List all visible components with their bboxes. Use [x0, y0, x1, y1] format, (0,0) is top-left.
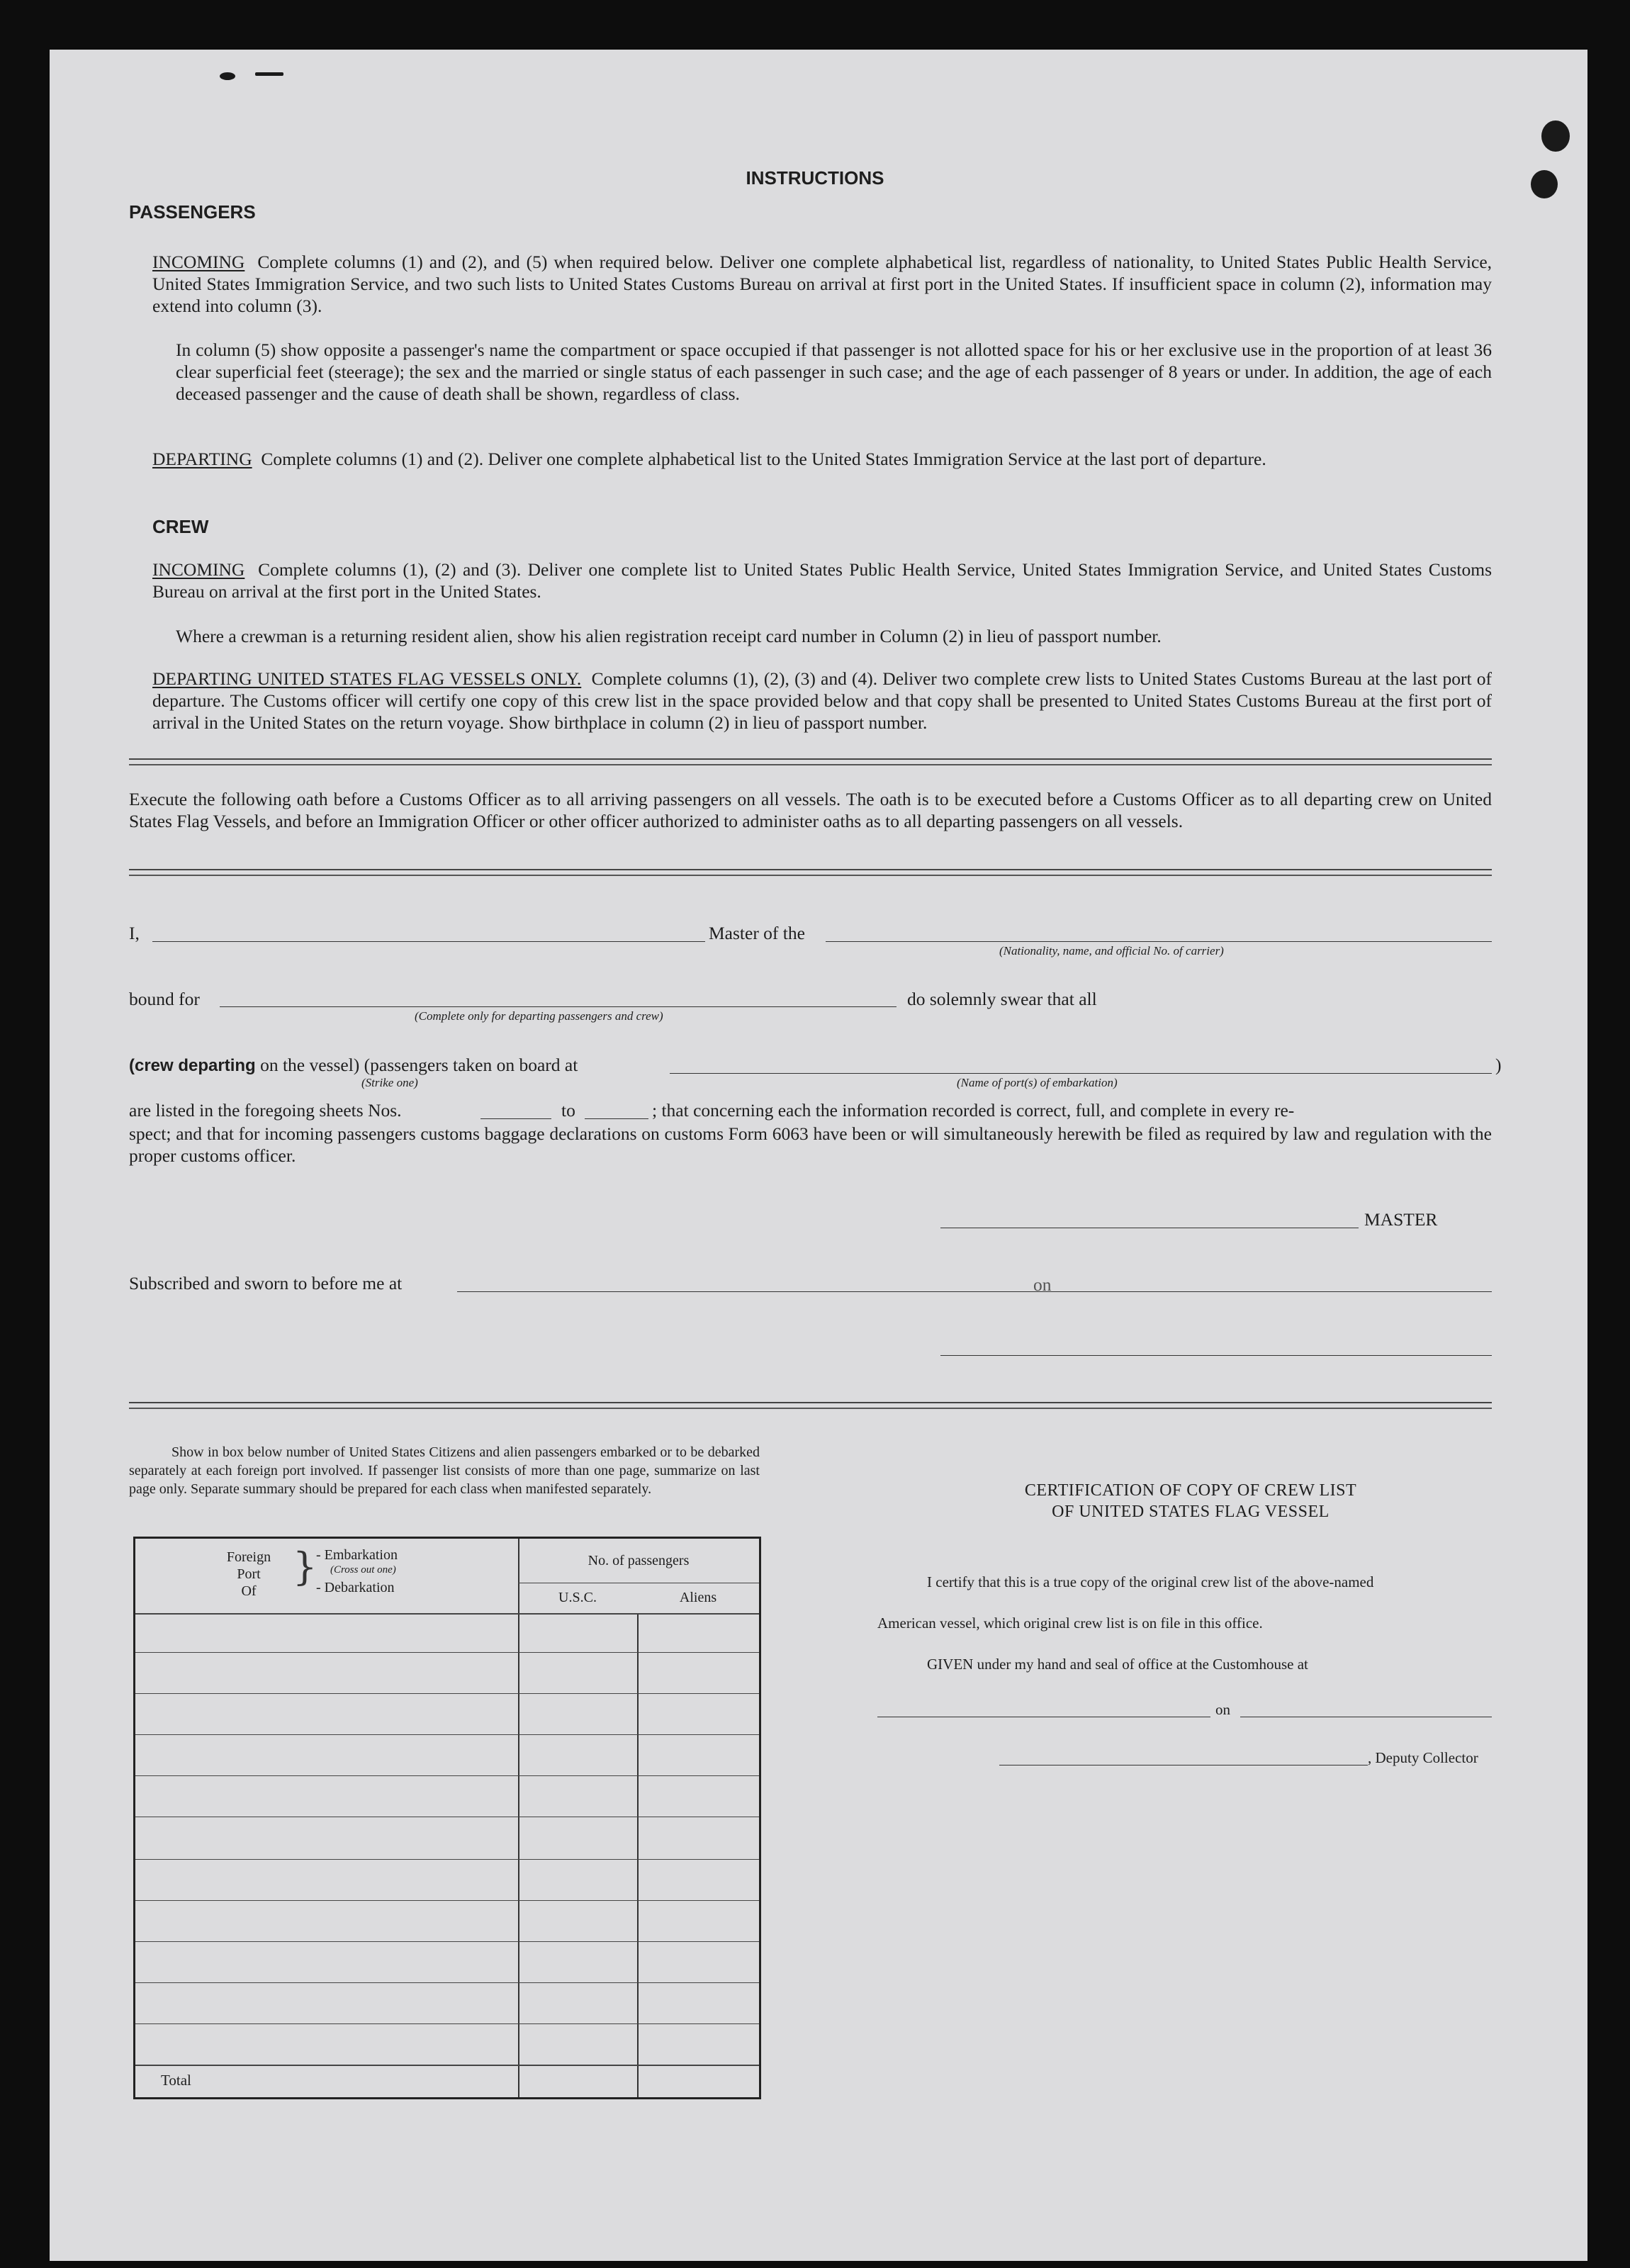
port-of-embarkation-field[interactable] — [670, 1073, 1492, 1074]
ink-blot — [1531, 170, 1558, 198]
carrier-field[interactable] — [826, 941, 1492, 942]
carrier-caption: (Nationality, name, and official No. of carrier) — [999, 944, 1224, 958]
crew-heading: CREW — [152, 516, 209, 537]
bound-for-caption: (Complete only for departing passengers and crew) — [415, 1009, 663, 1023]
to-label: to — [561, 1100, 575, 1121]
embarkation-label[interactable]: - Embarkation — [316, 1547, 398, 1563]
sheet-to-field[interactable] — [585, 1118, 648, 1119]
passengers-departing-paragraph — [152, 448, 1492, 470]
passengers-incoming-paragraph — [152, 251, 1492, 317]
aliens-header: Aliens — [679, 1590, 717, 1605]
sworn-place-field[interactable] — [457, 1291, 1081, 1292]
incoming-label: INCOMING — [152, 252, 245, 272]
column5-paragraph: In column (5) show opposite a passenger's name the compartment or space occupied if that passenger is not allotted space for his or her exclusive use in the proportion of at least 36 clear superficial feet (steerage); the sex and the married or single status of each passenger in such case; and the age of each passenger of 8 years or under. In addition, the age of each deceased passenger and the cause of death shall be shown, regardless of class. — [176, 339, 1492, 404]
close-paren: ) — [1495, 1055, 1502, 1075]
ink-blot — [1541, 120, 1570, 152]
table-divider — [637, 1613, 639, 2097]
crew-departing-text: Complete columns (1), (2), (3) and (4). Deliver two complete crew lists to United States Customs Bureau at the last port of departure. The Customs officer will certify one copy of this crew list in the space provided below and that copy shall be presented to United States Customs Bureau at the first port of arrival in the United States on the return voyage. Show birthplace in column (2) in lieu of passport number. — [152, 668, 1492, 733]
crew-incoming-paragraph — [152, 558, 1492, 602]
officer-signature-field[interactable] — [940, 1355, 1492, 1356]
departing-label: DEPARTING — [152, 449, 252, 469]
table-row[interactable] — [135, 1734, 759, 1735]
table-row[interactable] — [135, 1775, 759, 1776]
form-page — [50, 50, 1587, 2261]
passengers-taken-option[interactable]: (passengers taken on board at — [364, 1055, 578, 1075]
sheet-from-field[interactable] — [480, 1118, 551, 1119]
certification-on-label: on — [1215, 1701, 1230, 1718]
debarkation-label[interactable]: - Debarkation — [316, 1580, 395, 1595]
crew-departing-label: DEPARTING UNITED STATES FLAG VESSELS ONLY. — [152, 668, 582, 689]
crew-passengers-line — [129, 1055, 578, 1076]
given-line: GIVEN under my hand and seal of office at the Customhouse at — [927, 1656, 1308, 1673]
table-header-divider — [135, 1613, 759, 1615]
incoming-text: Complete columns (1) and (2), and (5) when required below. Deliver one complete alphabetical list, regardless of nationality, to United States Public Health Service, United States Immigration Service, and two such lists to United States Customs Bureau on arrival at first port in the United States. If insufficient space in column (2), information may extend into column (3). — [152, 252, 1493, 316]
on-the-vessel: on the vessel) — [260, 1055, 360, 1075]
certify-text: ; that concerning each the information recorded is correct, full, and complete in every re- — [652, 1100, 1295, 1121]
of-text: Of — [241, 1583, 257, 1599]
certification-heading — [900, 1480, 1481, 1522]
sworn-on-label: on — [1033, 1274, 1052, 1295]
total-row-divider — [135, 2065, 759, 2066]
no-of-passengers-header: No. of passengers — [588, 1553, 690, 1568]
port-text: Port — [237, 1566, 261, 1582]
strike-one-caption: (Strike one) — [361, 1076, 418, 1089]
table-row[interactable] — [135, 1859, 759, 1860]
oath-i-label: I, — [129, 923, 140, 943]
table-row[interactable] — [135, 1900, 759, 1901]
swear-text: do solemnly swear that all — [907, 989, 1097, 1009]
certification-heading-line-1: CERTIFICATION OF COPY OF CREW LIST — [1024, 1481, 1357, 1500]
ink-mark — [220, 72, 235, 80]
table-row[interactable] — [135, 2023, 759, 2024]
port-caption: (Name of port(s) of embarkation) — [957, 1076, 1118, 1089]
deputy-collector-label: , Deputy Collector — [1368, 1749, 1478, 1766]
passengers-heading: PASSENGERS — [129, 201, 256, 223]
usc-header: U.S.C. — [558, 1590, 597, 1605]
bottom-divider — [129, 1402, 1492, 1409]
crew-incoming-text: Complete columns (1), (2) and (3). Deliver one complete list to United States Public Health Service, United States Immigration Service, and United States Customs Bureau on arrival at the first port in the United States. — [152, 559, 1493, 602]
total-label: Total — [161, 2072, 191, 2089]
master-label: MASTER — [1364, 1209, 1438, 1230]
bound-for-label: bound for — [129, 989, 200, 1009]
foreign-port-of — [213, 1549, 284, 1600]
section-divider — [129, 758, 1492, 765]
table-row[interactable] — [135, 1693, 759, 1694]
sheets-label: are listed in the foregoing sheets Nos. — [129, 1100, 402, 1121]
resident-alien-paragraph: Where a crewman is a returning resident alien, show his alien registration receipt card number in Column (2) in lieu of passport number. — [176, 626, 1162, 646]
foreign-text: Foreign — [226, 1549, 271, 1565]
passenger-summary-table — [133, 1537, 761, 2099]
table-row[interactable] — [135, 1652, 759, 1653]
certify-line-2: American vessel, which original crew list is on file in this office. — [877, 1615, 1263, 1632]
master-of-the-label: Master of the — [709, 923, 805, 943]
certify-text-continued: spect; and that for incoming passengers customs baggage declarations on customs Form 6063 have been or will simultaneously herewith be filed as required by law and regulation with the proper customs officer. — [129, 1123, 1492, 1166]
oath-divider — [129, 869, 1492, 876]
bound-for-field[interactable] — [220, 1006, 896, 1007]
crew-incoming-label: INCOMING — [152, 559, 245, 580]
certify-line-1: I certify that this is a true copy of the original crew list of the above-named — [927, 1573, 1374, 1590]
departing-text: Complete columns (1) and (2). Deliver one complete alphabetical list to the United States Immigration Service at the last port of departure. — [261, 449, 1266, 469]
subscribed-label: Subscribed and sworn to before me at — [129, 1273, 403, 1293]
table-row[interactable] — [135, 1941, 759, 1942]
master-name-field[interactable] — [152, 941, 705, 942]
crew-departing-paragraph — [152, 668, 1492, 734]
ink-mark — [255, 72, 283, 76]
table-row[interactable] — [135, 1982, 759, 1983]
bracket-icon: } — [293, 1544, 317, 1589]
summary-instructions: Show in box below number of United States Citizens and alien passengers embarked or to be debarked separately at each foreign port involved. If passenger list consists of more than one page, summarize on last page only. Separate summary should be prepared for each class when manifested separately. — [129, 1444, 760, 1497]
certification-heading-line-2: OF UNITED STATES FLAG VESSEL — [1052, 1503, 1330, 1521]
oath-intro-paragraph: Execute the following oath before a Customs Officer as to all arriving passengers on all vessels. The oath is to be executed before a Customs Officer as to all departing crew on United States Flag Vessels, and before an Immigration Officer or other officer authorized to administer oaths as to all departing passengers on all vessels. — [129, 789, 1492, 831]
sworn-date-field[interactable] — [1052, 1291, 1492, 1292]
crew-departing-option[interactable]: (crew departing — [129, 1056, 256, 1075]
page-title: INSTRUCTIONS — [746, 167, 884, 189]
cross-out-caption: (Cross out one) — [330, 1564, 396, 1576]
table-divider — [518, 1539, 519, 2097]
